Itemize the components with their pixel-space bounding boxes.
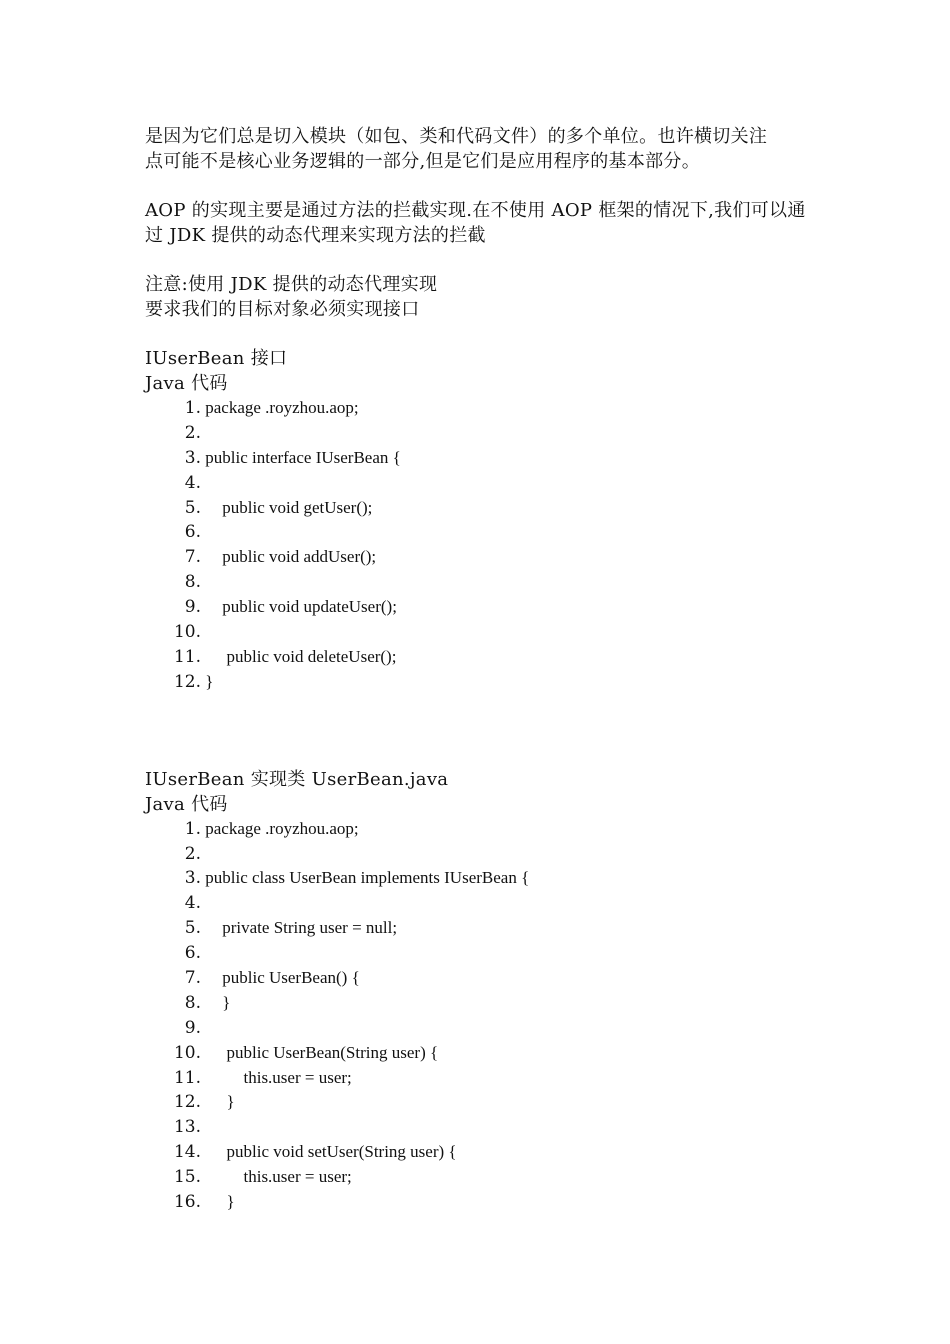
code-line — [145, 1090, 825, 1115]
line-number: 7. — [184, 968, 201, 989]
line-number: 12. — [173, 671, 201, 692]
code-text: public void updateUser(); — [201, 597, 397, 617]
code-text: private String user = null; — [201, 918, 398, 938]
spacer — [145, 695, 825, 767]
code-line — [145, 866, 825, 891]
section1-title: IUserBean 接口 — [145, 348, 288, 369]
code-line — [145, 941, 825, 966]
code-line — [145, 545, 825, 570]
code-line — [145, 421, 825, 446]
code-text: package .royzhou.aop; — [201, 818, 359, 838]
line-number: 6. — [184, 522, 201, 543]
line-number: 2. — [184, 422, 201, 443]
line-number: 3. — [184, 868, 201, 889]
line-number: 10. — [173, 622, 201, 643]
code-line — [145, 570, 825, 595]
line-number: 16. — [173, 1192, 201, 1213]
code-line — [145, 842, 825, 867]
line-number: 4. — [184, 472, 201, 493]
section2-language-label: Java 代码 — [145, 793, 228, 815]
code-line — [145, 966, 825, 991]
code-text: public void getUser(); — [201, 497, 373, 517]
code-line — [145, 1190, 825, 1215]
document-page — [145, 124, 825, 1215]
code-line — [145, 1016, 825, 1041]
code-line — [145, 670, 825, 695]
code-text: package .royzhou.aop; — [201, 398, 359, 417]
code-text: } — [201, 992, 231, 1012]
intro-line-1: 是因为它们总是切入模块（如包、类和代码文件）的多个单位。也许横切关注 — [145, 126, 768, 147]
line-number: 3. — [184, 447, 201, 468]
line-number: 10. — [173, 1042, 201, 1063]
line-number: 5. — [184, 497, 201, 518]
line-number: 5. — [184, 918, 201, 939]
line-number: 9. — [184, 597, 201, 618]
code-text: this.user = user; — [201, 1067, 352, 1087]
line-number: 8. — [184, 992, 201, 1013]
line-number: 14. — [173, 1142, 201, 1163]
line-number: 11. — [173, 1067, 201, 1088]
intro-line-2: 点可能不是核心业务逻辑的一部分,但是它们是应用程序的基本部分。 — [145, 151, 701, 172]
code-line — [145, 916, 825, 941]
line-number: 1. — [184, 398, 201, 418]
code-line — [145, 471, 825, 496]
section1-code-block — [145, 396, 825, 695]
code-text: } — [201, 1192, 235, 1212]
code-line — [145, 1066, 825, 1091]
code-text: } — [201, 671, 214, 691]
line-number: 11. — [173, 646, 201, 667]
code-line — [145, 645, 825, 670]
line-number: 4. — [184, 893, 201, 914]
code-text: public interface IUserBean { — [201, 447, 401, 467]
code-text: this.user = user; — [201, 1167, 352, 1187]
line-number: 8. — [184, 572, 201, 593]
code-line — [145, 1140, 825, 1165]
line-number: 15. — [173, 1167, 201, 1188]
line-number: 1. — [184, 818, 201, 839]
code-line — [145, 1115, 825, 1140]
line-number: 2. — [184, 843, 201, 864]
code-text: public void setUser(String user) { — [201, 1142, 457, 1162]
spacer — [145, 322, 825, 346]
note-line-1: 注意:使用 JDK 提供的动态代理实现 — [145, 274, 438, 295]
code-text: public class UserBean implements IUserBean { — [201, 868, 530, 888]
code-line — [145, 991, 825, 1016]
code-line — [145, 595, 825, 620]
code-line — [145, 1041, 825, 1066]
section1-language-label: Java 代码 — [145, 373, 228, 394]
note-line-2: 要求我们的目标对象必须实现接口 — [145, 299, 420, 320]
code-text: public UserBean() { — [201, 968, 360, 988]
line-number: 9. — [184, 1017, 201, 1038]
spacer — [145, 248, 825, 272]
code-line — [145, 1165, 825, 1190]
aop-line-2: 过 JDK 提供的动态代理来实现方法的拦截 — [145, 225, 486, 246]
line-number: 7. — [184, 547, 201, 568]
code-line — [145, 396, 825, 421]
code-text: public void addUser(); — [201, 547, 377, 567]
spacer — [145, 174, 825, 198]
section2-title: IUserBean 实现类 UserBean.java — [145, 768, 449, 790]
aop-line-1: AOP 的实现主要是通过方法的拦截实现.在不使用 AOP 框架的情况下,我们可以通 — [145, 200, 806, 221]
section2-code-block — [145, 817, 825, 1215]
code-text: public void deleteUser(); — [201, 646, 397, 666]
code-text: } — [201, 1092, 235, 1112]
code-line — [145, 446, 825, 471]
code-line — [145, 620, 825, 645]
code-line — [145, 520, 825, 545]
line-number: 13. — [173, 1117, 201, 1138]
code-text: public UserBean(String user) { — [201, 1042, 439, 1062]
code-line — [145, 817, 825, 842]
code-line — [145, 496, 825, 521]
line-number: 6. — [184, 943, 201, 964]
code-line — [145, 891, 825, 916]
line-number: 12. — [173, 1092, 201, 1113]
